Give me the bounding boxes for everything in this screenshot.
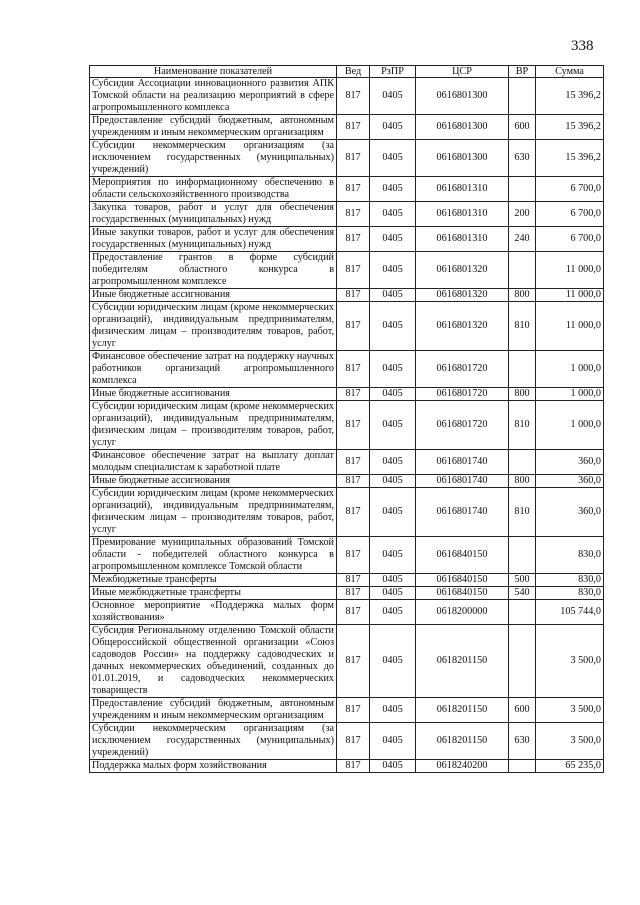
row-vr: 800 xyxy=(509,289,536,302)
table-row xyxy=(90,574,604,587)
row-rzpr: 0405 xyxy=(370,177,416,202)
header-sum: Сумма xyxy=(536,66,604,78)
row-name: Субсидии юридическим лицам (кроме некоммерческих организаций), индивидуальным предпринимателям, физическим лицам – производителям товаров, работ, услуг xyxy=(90,488,337,537)
row-rzpr: 0405 xyxy=(370,252,416,289)
row-rzpr: 0405 xyxy=(370,723,416,760)
row-vr: 600 xyxy=(509,698,536,723)
row-vr: 200 xyxy=(509,202,536,227)
row-vr: 800 xyxy=(509,475,536,488)
row-ved: 817 xyxy=(337,723,370,760)
row-vr: 500 xyxy=(509,574,536,587)
table-row xyxy=(90,587,604,600)
row-sum: 1 000,0 xyxy=(536,388,604,401)
table-row xyxy=(90,140,604,177)
row-csr: 0616801320 xyxy=(416,302,509,351)
row-ved: 817 xyxy=(337,600,370,625)
row-ved: 817 xyxy=(337,115,370,140)
header-ved: Вед xyxy=(337,66,370,78)
row-csr: 0616801740 xyxy=(416,488,509,537)
row-csr: 0618201150 xyxy=(416,625,509,698)
table-row xyxy=(90,537,604,574)
row-ved: 817 xyxy=(337,401,370,450)
row-csr: 0616801720 xyxy=(416,401,509,450)
row-name: Предоставление грантов в форме субсидий победителям областного конкурса в агропромышленном комплексе xyxy=(90,252,337,289)
row-ved: 817 xyxy=(337,289,370,302)
row-ved: 817 xyxy=(337,698,370,723)
row-name: Иные межбюджетные трансферты xyxy=(90,587,337,600)
row-rzpr: 0405 xyxy=(370,78,416,115)
row-name: Закупка товаров, работ и услуг для обеспечения государственных (муниципальных) нужд xyxy=(90,202,337,227)
table-row xyxy=(90,289,604,302)
row-name: Мероприятия по информационному обеспечению в области сельскохозяйственного производства xyxy=(90,177,337,202)
row-rzpr: 0405 xyxy=(370,302,416,351)
row-rzpr: 0405 xyxy=(370,351,416,388)
row-name: Финансовое обеспечение затрат на поддержку научных работников организаций агропромышленного комплекса xyxy=(90,351,337,388)
row-vr xyxy=(509,537,536,574)
row-vr xyxy=(509,78,536,115)
row-csr: 0616801300 xyxy=(416,78,509,115)
table-row xyxy=(90,625,604,698)
row-sum: 3 500,0 xyxy=(536,698,604,723)
row-ved: 817 xyxy=(337,488,370,537)
table-row xyxy=(90,488,604,537)
row-name: Предоставление субсидий бюджетным, автономным учреждениям и иным некоммерческим организациям xyxy=(90,698,337,723)
row-sum: 1 000,0 xyxy=(536,401,604,450)
row-vr: 810 xyxy=(509,401,536,450)
row-ved: 817 xyxy=(337,302,370,351)
row-rzpr: 0405 xyxy=(370,625,416,698)
row-name: Иные бюджетные ассигнования xyxy=(90,289,337,302)
row-name: Субсидии некоммерческим организациям (за исключением государственных (муниципальных) учреждений) xyxy=(90,723,337,760)
table-row xyxy=(90,723,604,760)
row-csr: 0616801720 xyxy=(416,388,509,401)
row-vr xyxy=(509,760,536,773)
row-vr xyxy=(509,625,536,698)
row-vr: 810 xyxy=(509,488,536,537)
row-name: Основное мероприятие «Поддержка малых форм хозяйствования» xyxy=(90,600,337,625)
row-vr: 600 xyxy=(509,115,536,140)
row-name: Субсидии некоммерческим организациям (за исключением государственных (муниципальных) учреждений) xyxy=(90,140,337,177)
row-rzpr: 0405 xyxy=(370,537,416,574)
table-row xyxy=(90,177,604,202)
row-csr: 0618201150 xyxy=(416,698,509,723)
row-rzpr: 0405 xyxy=(370,450,416,475)
row-sum: 830,0 xyxy=(536,574,604,587)
row-sum: 6 700,0 xyxy=(536,227,604,252)
row-sum: 360,0 xyxy=(536,488,604,537)
row-csr: 0616840150 xyxy=(416,587,509,600)
row-sum: 6 700,0 xyxy=(536,177,604,202)
table-body xyxy=(90,78,604,773)
row-name: Субсидии юридическим лицам (кроме некоммерческих организаций), индивидуальным предпринимателям, физическим лицам – производителям товаров, работ, услуг xyxy=(90,401,337,450)
row-csr: 0616801740 xyxy=(416,450,509,475)
row-sum: 1 000,0 xyxy=(536,351,604,388)
row-csr: 0616840150 xyxy=(416,537,509,574)
row-ved: 817 xyxy=(337,388,370,401)
row-sum: 360,0 xyxy=(536,475,604,488)
row-ved: 817 xyxy=(337,227,370,252)
row-sum: 830,0 xyxy=(536,587,604,600)
row-csr: 0616801310 xyxy=(416,202,509,227)
table-row xyxy=(90,600,604,625)
table-row xyxy=(90,450,604,475)
table-header-row xyxy=(90,66,604,78)
row-rzpr: 0405 xyxy=(370,115,416,140)
header-vr: ВР xyxy=(509,66,536,78)
table-row xyxy=(90,475,604,488)
row-sum: 15 396,2 xyxy=(536,78,604,115)
row-rzpr: 0405 xyxy=(370,140,416,177)
row-vr xyxy=(509,252,536,289)
row-rzpr: 0405 xyxy=(370,401,416,450)
row-vr xyxy=(509,177,536,202)
row-vr: 800 xyxy=(509,388,536,401)
table-row xyxy=(90,302,604,351)
table-row xyxy=(90,401,604,450)
row-ved: 817 xyxy=(337,78,370,115)
row-ved: 817 xyxy=(337,351,370,388)
table-row xyxy=(90,252,604,289)
row-name: Иные бюджетные ассигнования xyxy=(90,475,337,488)
row-ved: 817 xyxy=(337,760,370,773)
row-csr: 0616801310 xyxy=(416,177,509,202)
row-rzpr: 0405 xyxy=(370,698,416,723)
row-sum: 11 000,0 xyxy=(536,252,604,289)
table-row xyxy=(90,202,604,227)
row-name: Субсидии юридическим лицам (кроме некоммерческих организаций), индивидуальным предпринимателям, физическим лицам – производителям товаров, работ, услуг xyxy=(90,302,337,351)
header-name: Наименование показателей xyxy=(90,66,337,78)
row-name: Иные бюджетные ассигнования xyxy=(90,388,337,401)
row-sum: 11 000,0 xyxy=(536,289,604,302)
row-vr xyxy=(509,450,536,475)
row-csr: 0616840150 xyxy=(416,574,509,587)
table-row xyxy=(90,760,604,773)
row-ved: 817 xyxy=(337,140,370,177)
row-ved: 817 xyxy=(337,587,370,600)
row-sum: 360,0 xyxy=(536,450,604,475)
row-ved: 817 xyxy=(337,475,370,488)
row-rzpr: 0405 xyxy=(370,388,416,401)
row-csr: 0616801740 xyxy=(416,475,509,488)
row-sum: 15 396,2 xyxy=(536,115,604,140)
row-name: Иные закупки товаров, работ и услуг для обеспечения государственных (муниципальных) нужд xyxy=(90,227,337,252)
row-sum: 65 235,0 xyxy=(536,760,604,773)
row-sum: 830,0 xyxy=(536,537,604,574)
row-name: Премирование муниципальных образований Томской области - победителей областного конкурса в агропромышленном комплексе Томской области xyxy=(90,537,337,574)
row-rzpr: 0405 xyxy=(370,475,416,488)
table-row xyxy=(90,115,604,140)
row-csr: 0616801720 xyxy=(416,351,509,388)
row-csr: 0616801310 xyxy=(416,227,509,252)
row-ved: 817 xyxy=(337,537,370,574)
row-vr: 540 xyxy=(509,587,536,600)
row-sum: 3 500,0 xyxy=(536,723,604,760)
table-row xyxy=(90,351,604,388)
row-sum: 105 744,0 xyxy=(536,600,604,625)
row-name: Финансовое обеспечение затрат на выплату доплат молодым специалистам к заработной плате xyxy=(90,450,337,475)
row-csr: 0616801300 xyxy=(416,140,509,177)
row-name: Предоставление субсидий бюджетным, автономным учреждениям и иным некоммерческим организациям xyxy=(90,115,337,140)
row-vr: 810 xyxy=(509,302,536,351)
table-row xyxy=(90,388,604,401)
table-row xyxy=(90,698,604,723)
row-rzpr: 0405 xyxy=(370,760,416,773)
budget-table xyxy=(89,65,604,773)
row-vr: 630 xyxy=(509,140,536,177)
row-sum: 3 500,0 xyxy=(536,625,604,698)
row-csr: 0616801320 xyxy=(416,289,509,302)
row-rzpr: 0405 xyxy=(370,587,416,600)
row-ved: 817 xyxy=(337,450,370,475)
row-ved: 817 xyxy=(337,574,370,587)
page-number: 338 xyxy=(571,38,594,54)
row-csr: 0618201150 xyxy=(416,723,509,760)
row-sum: 15 396,2 xyxy=(536,140,604,177)
row-rzpr: 0405 xyxy=(370,289,416,302)
row-rzpr: 0405 xyxy=(370,227,416,252)
row-csr: 0618240200 xyxy=(416,760,509,773)
table-row xyxy=(90,227,604,252)
row-rzpr: 0405 xyxy=(370,574,416,587)
row-ved: 817 xyxy=(337,625,370,698)
row-vr: 240 xyxy=(509,227,536,252)
row-ved: 817 xyxy=(337,252,370,289)
row-name: Поддержка малых форм хозяйствования xyxy=(90,760,337,773)
row-vr xyxy=(509,351,536,388)
row-sum: 11 000,0 xyxy=(536,302,604,351)
row-csr: 0616801320 xyxy=(416,252,509,289)
row-rzpr: 0405 xyxy=(370,202,416,227)
header-rzpr: РзПР xyxy=(370,66,416,78)
header-csr: ЦСР xyxy=(416,66,509,78)
row-ved: 817 xyxy=(337,202,370,227)
row-name: Субсидия Региональному отделению Томской области Общероссийской общественной организации «Союз садоводов России» на поддержку садоводческих и дачных некоммерческих объединений, созданных до 01.01.2019, и садоводческих некоммерческих товариществ xyxy=(90,625,337,698)
row-vr: 630 xyxy=(509,723,536,760)
row-csr: 0616801300 xyxy=(416,115,509,140)
table-row xyxy=(90,78,604,115)
row-vr xyxy=(509,600,536,625)
row-name: Межбюджетные трансферты xyxy=(90,574,337,587)
row-rzpr: 0405 xyxy=(370,600,416,625)
row-rzpr: 0405 xyxy=(370,488,416,537)
row-ved: 817 xyxy=(337,177,370,202)
row-name: Субсидия Ассоциации инновационного развития АПК Томской области на реализацию мероприятий в сфере агропромышленного комплекса xyxy=(90,78,337,115)
row-csr: 0618200000 xyxy=(416,600,509,625)
row-sum: 6 700,0 xyxy=(536,202,604,227)
